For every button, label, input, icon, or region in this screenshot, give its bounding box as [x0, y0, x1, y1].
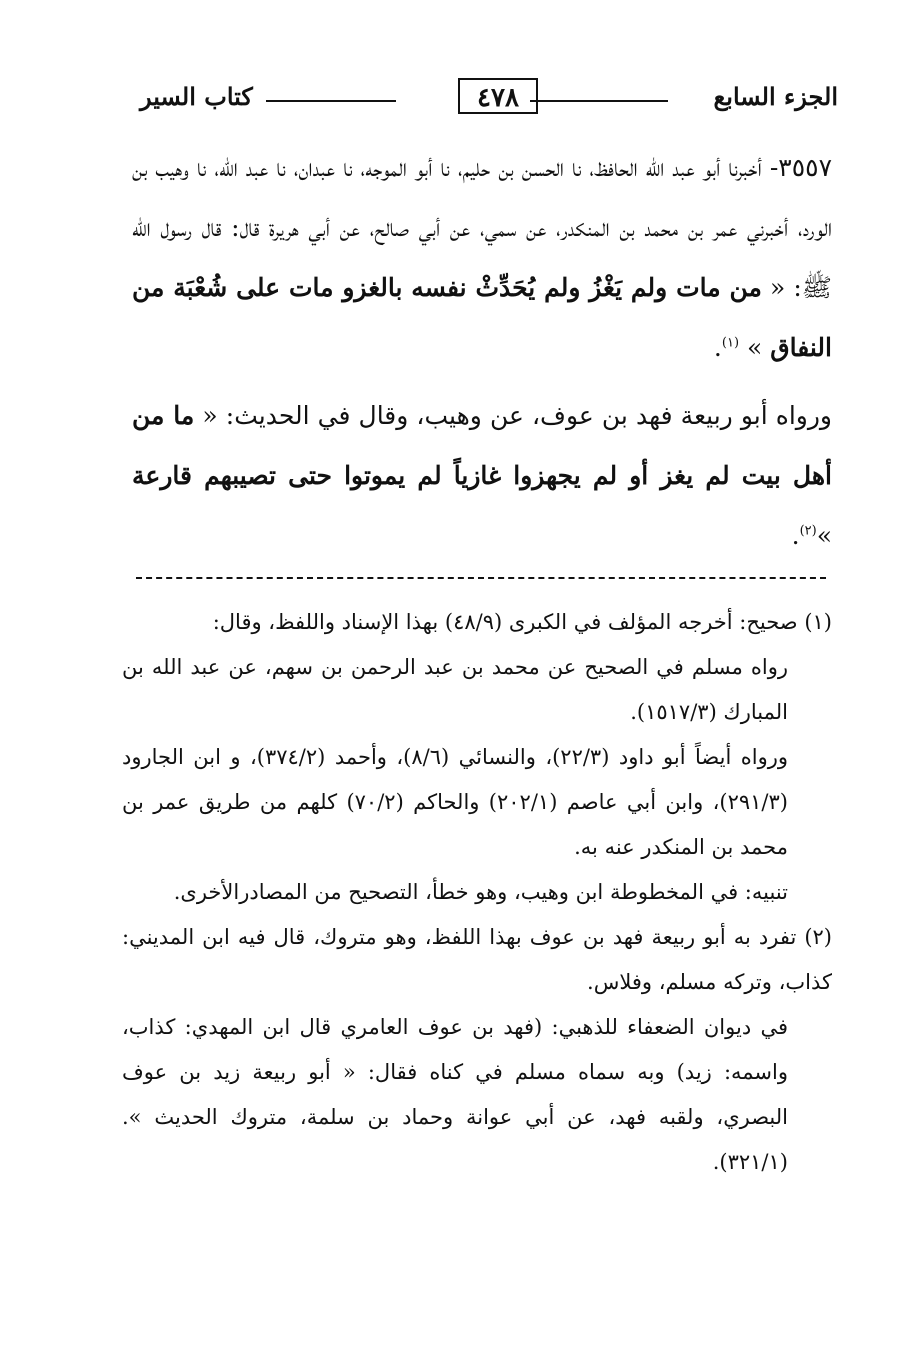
hadith-paragraph-1: ٣٥٥٧- أخبرنا أبو عبد الله الحافظ، نا الحسن بن حليم، نا أبو الموجه، نا عبدان، نا عبد الله، نا وهيب بن الورد، أخبرني عمر بن محمد بن المنكدر، عن سمي، عن أبي صالح، عن أبي هريرة قال: قال رسول الله ﷺ: « من مات ولم يَغْزُ ولم يُحَدِّثْ نفسه بالغزو مات على شُعْبَة من النفاق » $^{(١)}$.	[132, 153, 833, 362]
book-title: كتاب السير	[140, 82, 253, 111]
quote-close: »	[746, 333, 771, 362]
hadith-matn: من مات ولم يَغْزُ ولم يُحَدِّثْ نفسه بالغزو مات على شُعْبَة من النفاق	[132, 273, 832, 362]
footnote-1-note: تنبيه: في المخطوطة ابن وهيب، وهو خطأ، التصحيح من المصادرالأخرى.	[173, 880, 788, 904]
header-rule-right	[530, 100, 668, 102]
variant-matn: ما من أهل بيت لم يغز أو لم يجهزوا غازياً لم يموتوا حتى تصيبهم قارعة	[132, 401, 832, 490]
page-header	[130, 78, 838, 120]
hadith-paragraph-2: ورواه أبو ربيعة فهد بن عوف، عن وهيب، وقال في الحديث: « ما من أهل بيت لم يغز أو لم يجهزوا غازياً لم يموتوا حتى تصيبهم قارعة »$^{(٢)}$.	[132, 401, 833, 550]
footnote-1-others: ورواه أيضاً أبو داود (٢٢/٣)، والنسائي (٨/٦)، وأحمد (٣٧٤/٢)، و ابن الجارود (٢٩١/٣)، وابن أبي عاصم (٢٠٢/١) والحاكم (٧٠/٢) كلهم من طريق عمر بن محمد بن المنكدر عنه به.	[122, 745, 788, 859]
quote-close-2: »	[816, 521, 832, 550]
footnote-ref-1: (١)	[721, 335, 740, 351]
volume-title: الجزء السابع	[713, 82, 838, 111]
footnote-1-muslim: رواه مسلم في الصحيح عن محمد بن عبد الرحمن بن سهم، عن عبد الله بن المبارك (١٥١٧/٣).	[122, 655, 788, 724]
variant-intro: ورواه أبو ربيعة فهد بن عوف، عن وهيب، وقال في الحديث: «	[194, 401, 833, 430]
footnotes	[122, 600, 832, 1185]
footnote-separator	[136, 577, 826, 579]
page-number-box: ٤٧٨	[458, 78, 538, 114]
hadith-text	[132, 138, 832, 566]
footnote-1-line: (١) صحيح: أخرجه المؤلف في الكبرى (٤٨/٩) بهذا الإسناد واللفظ، وقال:	[212, 610, 832, 634]
footnote-2-line: (٢) تفرد به أبو ربيعة فهد بن عوف بهذا اللفظ، وهو متروك، قال فيه ابن المديني: كذاب، وتركه مسلم، وفلاس.	[122, 925, 832, 994]
footnote-2-dhahabi: في ديوان الضعفاء للذهبي: (فهد بن عوف العامري قال ابن المهدي: كذاب، واسمه: زيد) وبه سماه مسلم في كناه فقال: « أبو ربيعة زيد بن عوف البصري، ولقبه فهد، عن أبي عوانة وحماد بن سلمة، متروك الحديث ». (٣٢١/١).	[122, 1015, 788, 1174]
footnote-ref-2: (٢)	[799, 523, 817, 539]
hadith-isnad: ٣٥٥٧- أخبرنا أبو عبد الله الحافظ، نا الحسن بن حليم، نا أبو الموجه، نا عبدان، نا عبد الله، نا وهيب بن الورد، أخبرني عمر بن محمد بن المنكدر، عن سمي، عن أبي صالح، عن أبي هريرة قال: قال رسول الله ﷺ: «	[132, 153, 833, 302]
header-rule-left	[266, 100, 396, 102]
